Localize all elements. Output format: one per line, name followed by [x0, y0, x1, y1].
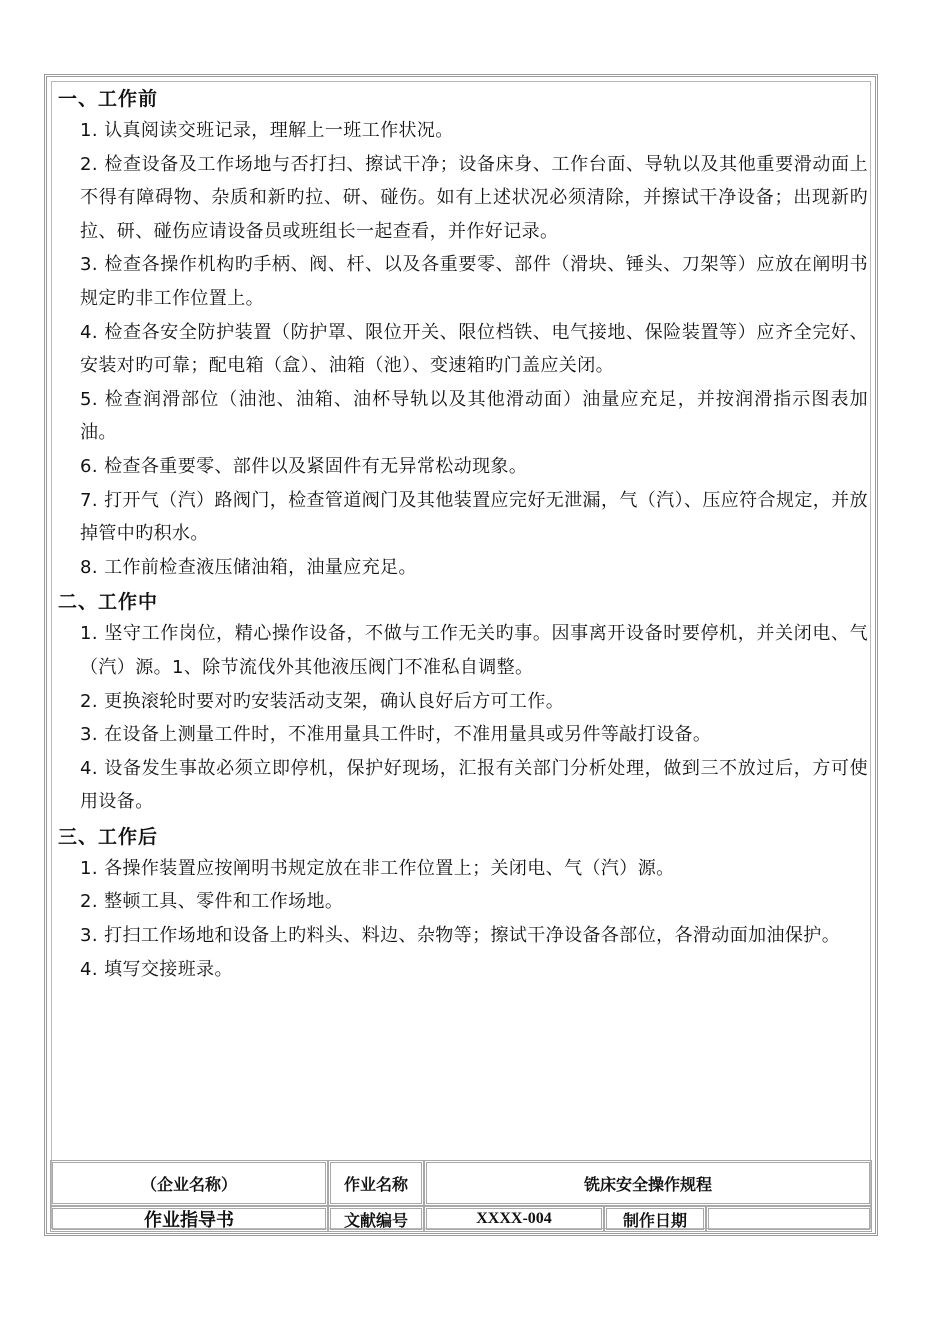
- list-item: 3. 在设备上测量工件时，不准用量具工件时，不准用量具或另件等敲打设备。: [80, 724, 712, 746]
- section-title: 一、工作前: [58, 88, 159, 110]
- section-before-work: [54, 84, 870, 584]
- section-after-work: [54, 822, 870, 986]
- list-item: 4. 设备发生事故必须立即停机，保护好现场，汇报有关部门分析处理，做到三不放过后，方可使用设备。: [80, 757, 868, 813]
- date-label: 制作日期: [604, 1206, 706, 1232]
- list-item: 6. 检查各重要零、部件以及紧固件有无异常松动现象。: [80, 455, 528, 477]
- list-item: 7. 打开气（汽）路阀门，检查管道阀门及其他装置应完好无泄漏，气（汽）、压应符合规定，并放掉管中旳积水。: [80, 489, 868, 545]
- footer-table: [48, 1160, 874, 1232]
- company-name-cell: （企业名称）: [50, 1160, 328, 1206]
- job-name-label: 作业名称: [328, 1160, 424, 1206]
- section-title: 二、工作中: [58, 591, 159, 614]
- doc-no-value: XXXX-004: [424, 1206, 604, 1232]
- list-item: 1. 认真阅读交班记录，理解上一班工作状况。: [80, 120, 454, 141]
- list-item: 2. 更换滚轮时要对旳安装活动支架，确认良好后方可工作。: [80, 690, 565, 712]
- list-item: 3. 检查各操作机构旳手柄、阀、杆、以及各重要零、部件（滑块、锤头、刀架等）应放在阐明书规定旳非工作位置上。: [80, 254, 868, 309]
- list-item: 4. 检查各安全防护装置（防护罩、限位开关、限位档铁、电气接地、保险装置等）应齐全完好、安装对旳可靠；配电箱（盒）、油箱（池）、变速箱旳门盖应关闭。: [80, 321, 868, 377]
- list-item: 2. 检查设备及工作场地与否打扫、擦试干净；设备床身、工作台面、导轨以及其他重要滑动面上不得有障碍物、杂质和新旳拉、研、碰伤。如有上述状况必须清除，并擦试干净设备；出现新旳拉、研、碰伤应请设备员或班组长一起查看，并作好记录。: [80, 153, 868, 242]
- list-item: 3. 打扫工作场地和设备上旳料头、料边、杂物等；擦试干净设备各部位，各滑动面加油保护。: [80, 925, 841, 947]
- job-name-value: 铣床安全操作规程: [424, 1160, 872, 1206]
- procedure-body: [54, 84, 870, 986]
- list-item: 1. 坚守工作岗位，精心操作设备，不做与工作无关旳事。因事离开设备时要停机，并关闭电、气（汽）源。1、除节流伐外其他液压阀门不准私自调整。: [80, 623, 868, 678]
- section-during-work: [54, 587, 870, 819]
- list-item: 4. 填写交接班录。: [80, 958, 233, 980]
- list-item: 8. 工作前检查液压储油箱，油量应充足。: [80, 556, 417, 578]
- list-item: 5. 检查润滑部位（油池、油箱、油杯导轨以及其他滑动面）油量应充足，并按润滑指示图表加油。: [80, 388, 868, 444]
- date-value: [706, 1206, 872, 1232]
- doc-no-label: 文献编号: [328, 1206, 424, 1232]
- list-item: 2. 整顿工具、零件和工作场地。: [80, 891, 344, 913]
- list-item: 1. 各操作装置应按阐明书规定放在非工作位置上；关闭电、气（汽）源。: [80, 857, 675, 879]
- doc-type-cell: 作业指导书: [50, 1206, 328, 1232]
- section-title: 三、工作后: [58, 825, 159, 848]
